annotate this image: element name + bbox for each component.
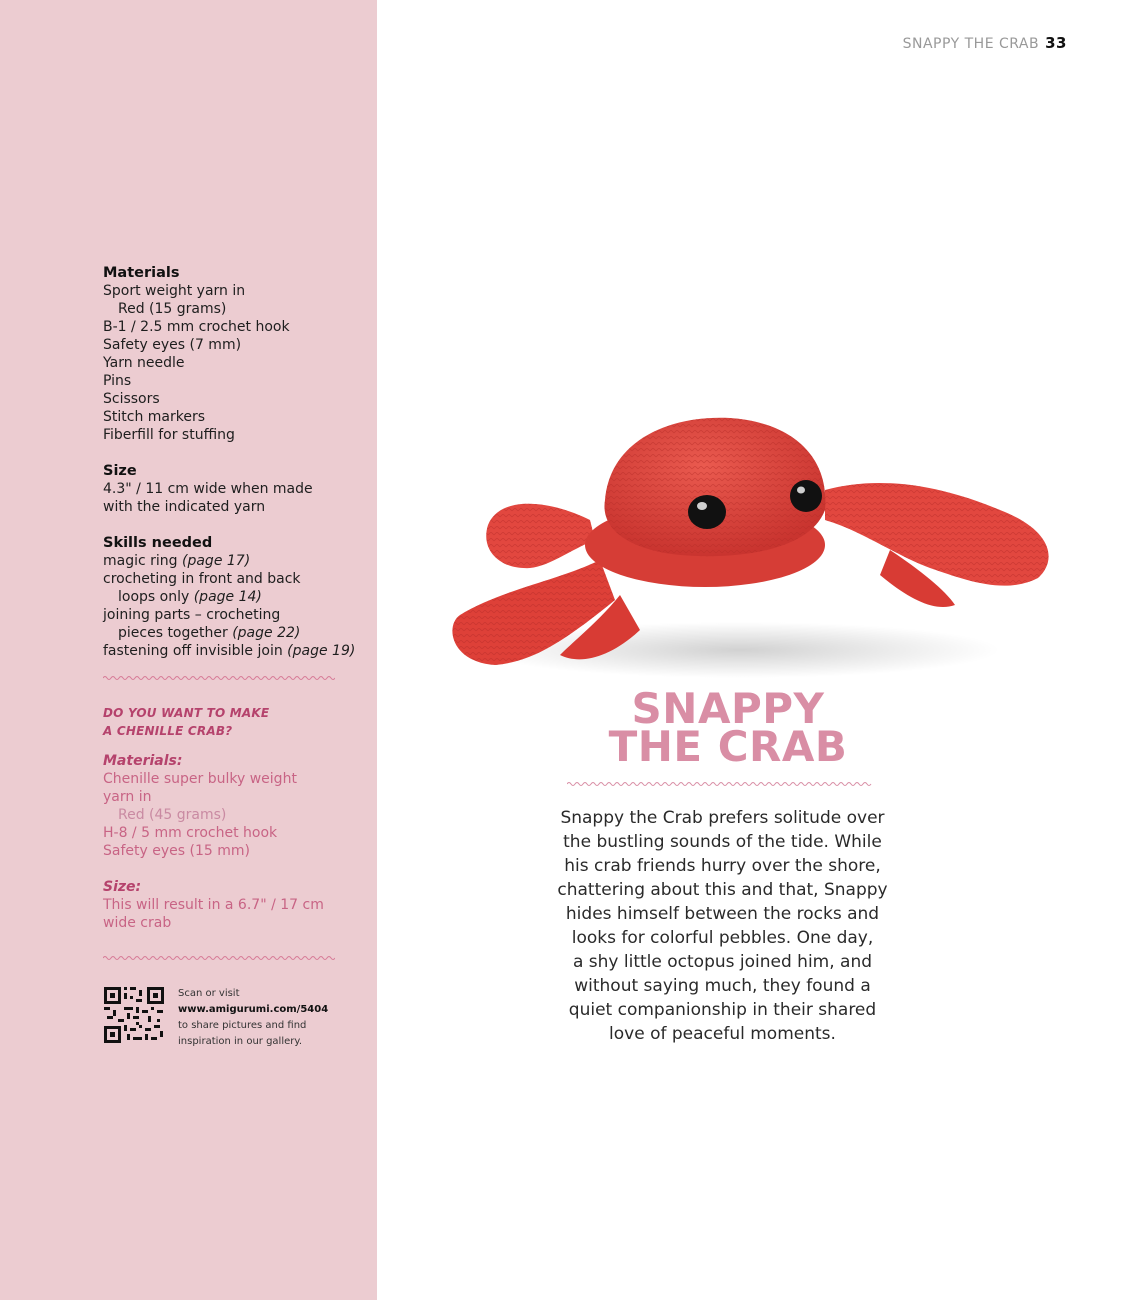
chenille-size-line: wide crab bbox=[103, 915, 172, 931]
skill-item: pieces together (page 22) bbox=[118, 625, 301, 641]
skill-item: crocheting in front and back bbox=[103, 571, 301, 587]
crab-photo bbox=[440, 400, 1070, 685]
materials-item: Safety eyes (7 mm) bbox=[103, 337, 242, 353]
intro-line: chattering about this and that, Snappy bbox=[557, 880, 888, 900]
chenille-heading: A CHENILLE CRAB? bbox=[103, 724, 233, 738]
intro-paragraph bbox=[540, 806, 905, 1046]
chenille-size-line: This will result in a 6.7" / 17 cm bbox=[103, 897, 324, 913]
materials-item: Yarn needle bbox=[103, 355, 185, 371]
materials-item: Red (15 grams) bbox=[118, 301, 227, 317]
sidebar-panel bbox=[0, 0, 377, 1300]
size-line: 4.3" / 11 cm wide when made bbox=[103, 481, 313, 497]
intro-line: quiet companionship in their shared bbox=[568, 1000, 877, 1020]
page-number: 33 bbox=[1045, 34, 1067, 52]
qr-code-icon[interactable] bbox=[103, 986, 165, 1044]
intro-line: looks for colorful pebbles. One day, bbox=[571, 928, 874, 948]
running-header bbox=[903, 34, 1067, 52]
chenille-materials-item: Chenille super bulky weight bbox=[103, 771, 297, 787]
intro-line: a shy little octopus joined him, and bbox=[572, 952, 873, 972]
materials-title: Materials bbox=[103, 265, 180, 281]
skill-item: fastening off invisible join (page 19) bbox=[103, 643, 356, 659]
chenille-materials-item: yarn in bbox=[103, 789, 152, 805]
materials-item: Stitch markers bbox=[103, 409, 206, 425]
materials-item: Fiberfill for stuffing bbox=[103, 427, 235, 443]
intro-line: without saying much, they found a bbox=[574, 976, 871, 996]
sidebar-content bbox=[103, 264, 365, 1046]
wavy-divider bbox=[567, 780, 873, 788]
wavy-divider bbox=[103, 674, 335, 682]
chenille-size-title: Size: bbox=[103, 879, 142, 895]
chenille-materials-item: Safety eyes (15 mm) bbox=[103, 843, 250, 859]
skill-item: loops only (page 14) bbox=[118, 589, 262, 605]
materials-item: Pins bbox=[103, 373, 132, 389]
size-line: with the indicated yarn bbox=[103, 499, 266, 515]
chenille-materials-title: Materials: bbox=[103, 753, 183, 769]
header-title: SNAPPY THE CRAB bbox=[902, 36, 1040, 52]
materials-list bbox=[103, 282, 365, 444]
intro-line: Snappy the Crab prefers solitude over bbox=[560, 808, 885, 828]
page-title: SNAPPY bbox=[631, 684, 825, 733]
qr-section bbox=[103, 986, 365, 1046]
chenille-materials-item: H-8 / 5 mm crochet hook bbox=[103, 825, 278, 841]
intro-line: love of peaceful moments. bbox=[609, 1024, 836, 1044]
skill-item: magic ring (page 17) bbox=[103, 553, 251, 569]
qr-caption bbox=[178, 986, 363, 1050]
materials-item: B-1 / 2.5 mm crochet hook bbox=[103, 319, 290, 335]
gallery-link[interactable]: www.amigurumi.com/5404 bbox=[178, 1004, 329, 1015]
materials-item: Sport weight yarn in bbox=[103, 283, 246, 299]
skill-item: joining parts – crocheting bbox=[103, 607, 281, 623]
chenille-materials-item: Red (45 grams) bbox=[118, 807, 227, 823]
size-title: Size bbox=[103, 463, 137, 479]
page-title: THE CRAB bbox=[608, 722, 848, 771]
intro-line: hides himself between the rocks and bbox=[565, 904, 880, 924]
intro-line: his crab friends hurry over the shore, bbox=[564, 856, 881, 876]
materials-item: Scissors bbox=[103, 391, 160, 407]
intro-line: the bustling sounds of the tide. While bbox=[563, 832, 882, 852]
qr-caption-line: to share pictures and find bbox=[178, 1020, 307, 1031]
qr-caption-line: Scan or visit bbox=[178, 988, 240, 999]
chenille-heading: DO YOU WANT TO MAKE bbox=[103, 706, 270, 720]
skills-title: Skills needed bbox=[103, 535, 213, 551]
qr-caption-line: inspiration in our gallery. bbox=[178, 1036, 303, 1047]
wavy-divider bbox=[103, 954, 335, 962]
